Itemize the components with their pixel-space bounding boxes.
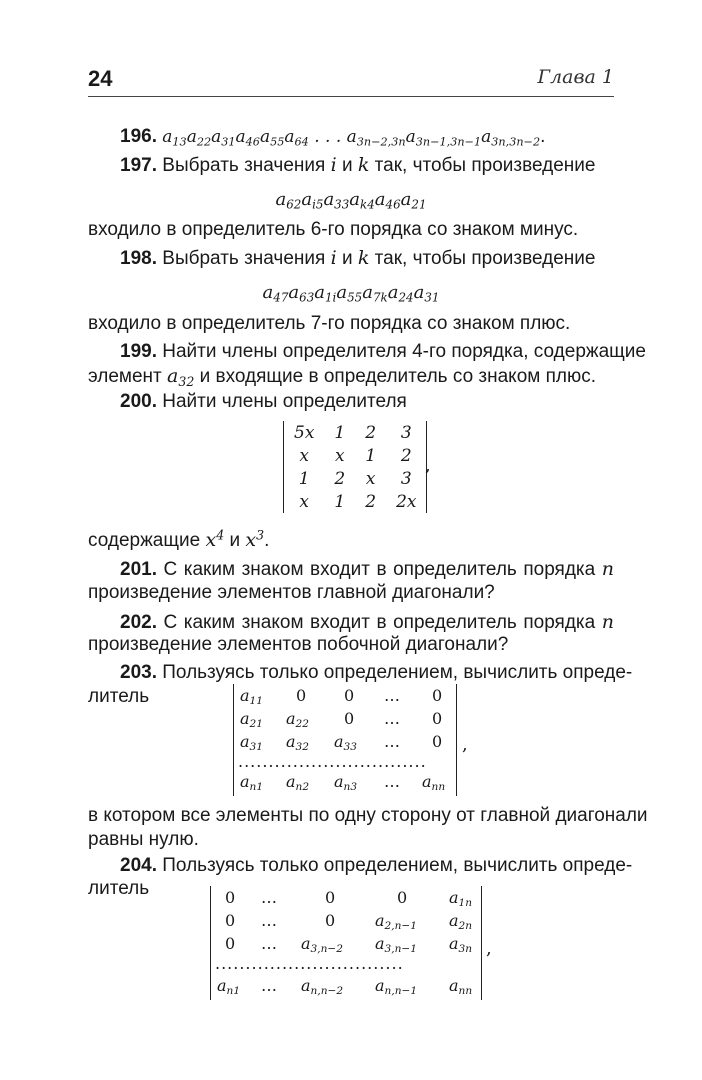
- problem-number: 198.: [120, 248, 157, 269]
- text: и входящие в определитель со знаком плюс.: [199, 366, 597, 387]
- a1n: $a_{1n}$: [449, 888, 473, 910]
- problem-197-continuation: входило в определитель 6-го порядка со знаком минус.: [88, 219, 579, 240]
- problem-197: [120, 152, 614, 179]
- header-rule: [88, 96, 614, 97]
- matrix-cell: 3: [400, 468, 412, 489]
- problem-text: Пользуясь только определением, вычислить опреде-: [162, 662, 633, 683]
- problem-text: Выбрать значения: [162, 155, 326, 176]
- matrix-cell: 3: [400, 422, 412, 443]
- x4: $x^4$: [205, 527, 225, 551]
- page-number: 24: [88, 66, 113, 91]
- row-1: $a_{11}$: [240, 686, 263, 708]
- problem-200-continuation: [88, 527, 614, 554]
- product-expression: $a_{13}a_{22}a_{31}a_{46}a_{55}a_{64}$ . . . $a_{3n-2,3n}a_{3n-1,3n-1}a_{3n,3n-2}$: [162, 127, 541, 149]
- zero: 0: [225, 934, 236, 953]
- matrix-row: [284, 490, 426, 513]
- matrix-row: [284, 444, 426, 467]
- var-n: n: [601, 611, 615, 633]
- zero: 0: [325, 911, 336, 930]
- a3n-2: $a_{3,n-2}$: [301, 934, 343, 956]
- conj: и: [341, 248, 353, 269]
- comma: ,: [462, 734, 468, 755]
- matrix-cell: 2: [365, 491, 377, 512]
- a2n: $a_{2n}$: [449, 911, 473, 933]
- problem-number: 204.: [120, 855, 157, 876]
- conj: и: [229, 530, 241, 551]
- chapter-title: Глава 1: [537, 66, 614, 88]
- ellipsis: …: [261, 888, 277, 907]
- a3n: $a_{3n}$: [449, 934, 473, 956]
- matrix-cell: x: [365, 468, 376, 489]
- problem-text: Пользуясь только определением, вычислить опреде-: [162, 855, 633, 876]
- problem-text: Найти члены определителя 4-го порядка, содержащие: [162, 341, 646, 362]
- text: содержащие: [88, 530, 201, 551]
- problem-198-continuation: входило в определитель 7-го порядка со знаком плюс.: [88, 313, 571, 334]
- ellipsis: …: [384, 709, 400, 728]
- ann-2: $a_{n,n-2}$: [301, 976, 344, 998]
- problem-text-rest: так, чтобы произведение: [374, 155, 596, 176]
- var-i: i: [330, 247, 337, 269]
- ellipsis: …: [384, 732, 400, 751]
- zero: 0: [225, 911, 236, 930]
- zero: 0: [344, 709, 355, 728]
- var-k: k: [357, 154, 370, 176]
- problem-203: [120, 660, 633, 686]
- problem-number: 197.: [120, 155, 157, 176]
- a33: $a_{33}$: [334, 732, 357, 754]
- product-197: $a_{62}a_{i5}a_{33}a_{k4}a_{46}a_{21}$: [275, 189, 427, 212]
- matrix-cell: x: [299, 445, 309, 466]
- zero: 0: [296, 686, 307, 705]
- a3n-1: $a_{3,n-1}$: [375, 934, 417, 956]
- matrix-cell: 2x: [396, 491, 417, 512]
- matrix-cell: 2: [365, 422, 377, 443]
- problem-199: [120, 339, 646, 365]
- problem-202-line2: произведение элементов побочной диагонали?: [88, 634, 509, 655]
- conj: и: [341, 155, 353, 176]
- problem-201-line2: произведение элементов главной диагонали?: [88, 582, 495, 603]
- problem-number: 201.: [120, 559, 157, 580]
- row-3: $a_{31}$: [240, 732, 263, 754]
- zero: 0: [432, 686, 443, 705]
- an3: $a_{n3}$: [334, 772, 358, 794]
- ellipsis: …: [384, 772, 400, 791]
- product-198: $a_{47}a_{63}a_{1i}a_{55}a_{7k}a_{24}a_{31}$: [262, 282, 440, 305]
- var-n: n: [601, 558, 615, 580]
- problem-text-rest: так, чтобы произведение: [374, 248, 596, 269]
- ellipsis: …: [261, 976, 277, 995]
- matrix-cell: 1: [365, 445, 377, 466]
- problem-203-after1: в котором все элементы по одну сторону от главной диагонали: [88, 805, 648, 826]
- ellipsis: …: [261, 934, 277, 953]
- zero: 0: [397, 888, 408, 907]
- ann-1: $a_{n,n-1}$: [375, 976, 418, 998]
- matrix-row: [284, 421, 426, 444]
- var-k: k: [357, 247, 370, 269]
- problem-198: [120, 245, 614, 272]
- matrix-row: [284, 467, 426, 490]
- element-a32: $a_{32}$: [167, 365, 195, 389]
- ann: $a_{nn}$: [449, 976, 473, 998]
- problem-text: Выбрать значения: [162, 248, 326, 269]
- problem-203-line2: литель: [88, 686, 150, 707]
- an1: $a_{n1}$: [240, 772, 264, 794]
- determinant-table: [284, 421, 426, 513]
- ellipsis: …: [261, 911, 277, 930]
- a32: $a_{32}$: [286, 732, 309, 754]
- matrix-cell: 2: [334, 468, 346, 489]
- zero: 0: [432, 709, 443, 728]
- problem-200: [120, 389, 614, 415]
- problem-text: Найти члены определителя: [162, 391, 407, 412]
- problem-number: 202.: [120, 612, 157, 633]
- an1: $a_{n1}$: [217, 976, 241, 998]
- zero: 0: [432, 732, 443, 751]
- x3: $x^3$: [245, 527, 265, 551]
- a22: $a_{22}$: [286, 709, 309, 731]
- problem-201: [120, 556, 614, 583]
- dot-row: ...............................: [215, 954, 404, 973]
- problem-number: 200.: [120, 391, 157, 412]
- an2: $a_{n2}$: [286, 772, 310, 794]
- a2n-1: $a_{2,n-1}$: [375, 911, 417, 933]
- matrix-cell: 2: [400, 445, 412, 466]
- problem-number: 199.: [120, 341, 157, 362]
- problem-204-line2: литель: [88, 878, 150, 899]
- matrix-cell: 1: [298, 468, 310, 489]
- matrix-cell: x: [299, 491, 309, 512]
- zero: 0: [325, 888, 336, 907]
- matrix-cell: 1: [334, 491, 346, 512]
- determinant-203: [233, 684, 457, 796]
- matrix-cell: 5x: [294, 422, 315, 443]
- matrix-cell: 1: [334, 422, 346, 443]
- row-2: $a_{21}$: [240, 709, 263, 731]
- ann: $a_{nn}$: [422, 772, 446, 794]
- ellipsis: …: [384, 686, 400, 705]
- comma: ,: [486, 938, 492, 959]
- problem-number: 196.: [120, 126, 157, 147]
- period: .: [264, 530, 270, 551]
- zero: 0: [225, 888, 236, 907]
- problem-203-after2: равны нулю.: [88, 829, 199, 850]
- period: .: [540, 126, 546, 147]
- zero: 0: [344, 686, 355, 705]
- var-i: i: [330, 154, 337, 176]
- matrix-cell: x: [335, 445, 345, 466]
- problem-text: С каким знаком входит в определитель порядка: [163, 612, 596, 633]
- problem-number: 203.: [120, 662, 157, 683]
- determinant-200: [283, 421, 427, 513]
- text: элемент: [88, 366, 162, 387]
- dot-row: ...............................: [238, 752, 427, 771]
- problem-text: С каким знаком входит в определитель порядка: [163, 559, 596, 580]
- problem-199-line2: [88, 363, 614, 390]
- determinant-204: [210, 886, 482, 1000]
- comma: ,: [425, 455, 431, 476]
- problem-196: [120, 124, 614, 150]
